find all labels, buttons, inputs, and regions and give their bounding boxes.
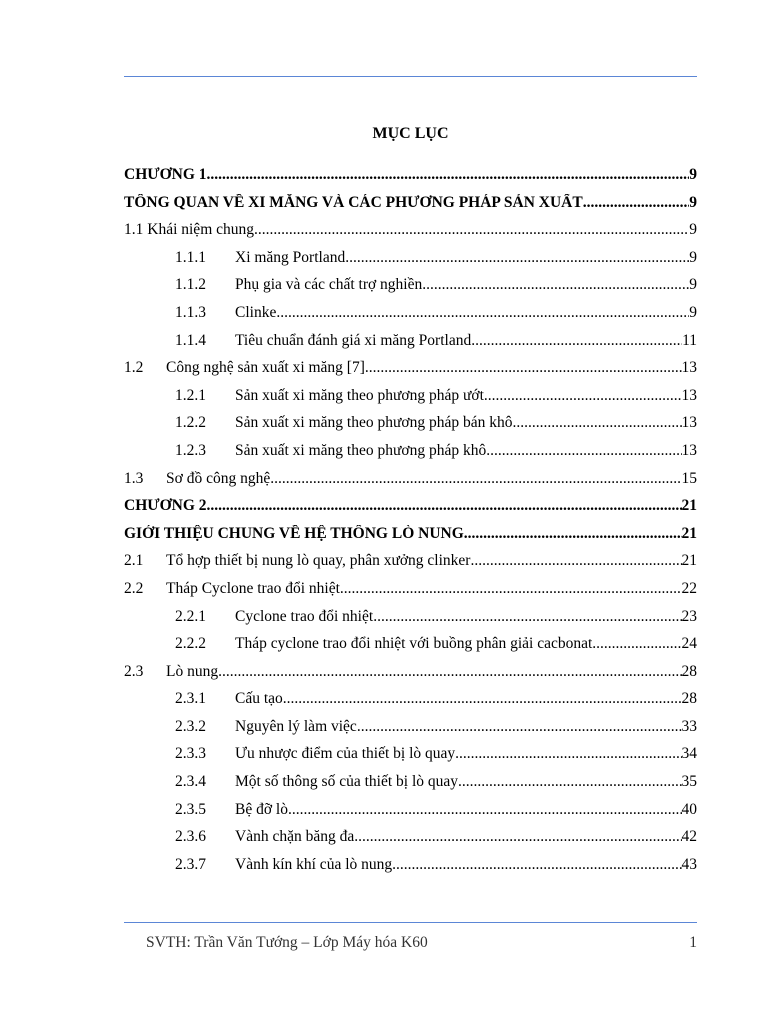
- toc-entry[interactable]: [124, 773, 697, 801]
- footer-page-number: 1: [689, 934, 697, 951]
- toc-entry-label: Tiêu chuẩn đánh giá xi măng Portland: [235, 331, 472, 349]
- toc-entry[interactable]: [124, 663, 697, 691]
- toc-entry-label: CHƯƠNG 2: [124, 497, 207, 515]
- toc-entry-number: 1.2.1: [175, 386, 206, 404]
- toc-entry-page: 15: [681, 469, 697, 487]
- toc-entry-page: 13: [681, 359, 697, 377]
- toc-entry-number: 2.3: [124, 662, 144, 680]
- toc-entry-page: 9: [689, 166, 697, 183]
- toc-entry[interactable]: [124, 194, 697, 222]
- toc-entry-label: Ưu nhược điểm của thiết bị lò quay: [235, 745, 456, 763]
- toc-entry-label: Nguyên lý làm việc: [235, 717, 357, 735]
- toc-entry-leader: [354, 828, 681, 846]
- toc-entry-label: Cyclone trao đổi nhiệt: [235, 607, 374, 625]
- toc-entry[interactable]: [124, 276, 697, 304]
- toc-entry-page: 28: [681, 690, 697, 708]
- toc-entry[interactable]: [124, 442, 697, 470]
- toc-entry-leader: [458, 773, 681, 791]
- toc-entry-number: 2.3.3: [175, 745, 206, 763]
- toc-entry-number: 1.3: [124, 469, 144, 487]
- page-title: MỤC LỤC: [372, 125, 449, 142]
- toc-entry-leader: [422, 276, 689, 294]
- toc-entry-number: 2.3.7: [175, 855, 206, 873]
- toc-entry-leader: [592, 635, 681, 653]
- toc-entry-page: 42: [681, 828, 697, 846]
- toc-entry-label: Vành chặn băng đa: [235, 828, 355, 846]
- toc-entry-leader: [373, 608, 681, 626]
- toc-entry-label: Clinke: [235, 303, 277, 321]
- toc-entry-leader: [365, 359, 682, 377]
- toc-entry-label: Sản xuất xi măng theo phương pháp khô: [235, 441, 487, 459]
- toc-entry-page: 28: [681, 662, 697, 680]
- toc-entry-label: TỔNG QUAN VỀ XI MĂNG VÀ CÁC PHƯƠNG PHÁP SẢN XUẤT: [124, 193, 583, 211]
- toc-entry-number: 2.3.5: [175, 800, 206, 818]
- toc-entry-number: 1.1.2: [175, 276, 206, 294]
- toc-entry-page: 9: [689, 221, 697, 239]
- toc-entry[interactable]: [124, 801, 697, 829]
- toc-entry-label: Tổ hợp thiết bị nung lò quay, phân xưởng clinker: [166, 552, 471, 570]
- toc-entry-label: Phụ gia và các chất trợ nghiền: [235, 276, 423, 294]
- toc-entry-number: 2.2.2: [175, 635, 206, 653]
- toc-entry-leader: [254, 221, 689, 239]
- toc-entry[interactable]: [124, 359, 697, 387]
- toc-entry-page: 33: [681, 717, 697, 735]
- toc-entry-label: CHƯƠNG 1: [124, 166, 207, 183]
- toc-entry-number: 2.1: [124, 552, 144, 570]
- toc-entry-label: Công nghệ sản xuất xi măng [7]: [166, 359, 365, 377]
- toc-entry-number: 2.2: [124, 579, 144, 597]
- toc-entry-page: 13: [681, 386, 697, 404]
- toc-entry-label: GIỚI THIỆU CHUNG VỀ HỆ THỐNG LÒ NUNG: [124, 524, 464, 542]
- toc-entry-leader: [392, 856, 681, 874]
- toc-entry-number: 2.2.1: [175, 607, 206, 625]
- toc-entry-number: 1.2.3: [175, 441, 206, 459]
- toc-entry-leader: [471, 332, 682, 350]
- toc-entry-label: Bệ đỡ lò: [235, 800, 288, 818]
- toc-entry-page: 9: [689, 303, 697, 321]
- toc-entry-leader: [484, 387, 682, 405]
- toc-entry-label: Tháp Cyclone trao đổi nhiệt: [166, 579, 340, 597]
- footer-author: SVTH: Trần Văn Tướng – Lớp Máy hóa K60: [146, 934, 428, 951]
- toc-entry-page: 13: [681, 414, 697, 432]
- toc-entry[interactable]: [124, 745, 697, 773]
- toc-entry-label: Sản xuất xi măng theo phương pháp bán khô: [235, 414, 513, 432]
- toc-entry-leader: [455, 745, 681, 763]
- toc-entry[interactable]: [124, 608, 697, 636]
- toc-entry-page: 21: [681, 552, 697, 570]
- toc-entry[interactable]: [124, 497, 697, 525]
- toc-entry-page: 9: [689, 248, 697, 266]
- toc-entry[interactable]: [124, 525, 697, 553]
- toc-entry[interactable]: [124, 690, 697, 718]
- toc-entry-leader: [276, 304, 689, 322]
- toc-entry-leader: [486, 442, 681, 460]
- toc-entry-label: Vành kín khí của lò nung: [235, 855, 393, 873]
- toc-entry-number: 1.2: [124, 359, 144, 377]
- toc-entry-leader: [340, 580, 682, 598]
- toc-entry-leader: [218, 663, 681, 681]
- footer-rule: [124, 922, 697, 923]
- toc-entry-page: 9: [689, 276, 697, 294]
- toc-entry-number: 2.3.4: [175, 773, 206, 791]
- toc-entry[interactable]: [124, 304, 697, 332]
- toc-entry[interactable]: [124, 332, 697, 360]
- toc-entry-label: 1.1 Khái niệm chung: [124, 221, 255, 239]
- toc-entry-page: 13: [681, 441, 697, 459]
- toc-entry-page: 43: [681, 855, 697, 873]
- toc-entry-label: Cấu tạo: [235, 690, 283, 708]
- toc-entry[interactable]: [124, 580, 697, 608]
- toc-entry-page: 24: [681, 635, 697, 653]
- toc-entry-page: 34: [681, 745, 697, 763]
- toc-entry-number: 1.1.4: [175, 331, 206, 349]
- toc-entry-label: Một số thông số của thiết bị lò quay: [235, 773, 459, 791]
- toc-entry-leader: [512, 414, 681, 432]
- toc-entry-number: 2.3.6: [175, 828, 206, 846]
- table-of-contents: [124, 166, 697, 883]
- toc-entry-leader: [207, 497, 682, 515]
- toc-entry[interactable]: [124, 470, 697, 498]
- toc-entry-leader: [583, 194, 690, 212]
- toc-entry-leader: [345, 249, 689, 267]
- toc-entry-leader: [207, 166, 690, 184]
- toc-entry-page: 22: [681, 579, 697, 597]
- toc-entry-label: Sơ đồ công nghệ: [166, 469, 271, 487]
- toc-entry[interactable]: [124, 856, 697, 884]
- toc-entry-page: 40: [681, 800, 697, 818]
- toc-entry-label: Lò nung: [166, 662, 219, 680]
- toc-entry-page: 23: [681, 607, 697, 625]
- toc-entry[interactable]: [124, 552, 697, 580]
- toc-entry-page: 9: [689, 193, 697, 211]
- toc-entry-number: 1.1.1: [175, 248, 206, 266]
- toc-entry-number: 1.1.3: [175, 303, 206, 321]
- toc-entry[interactable]: [124, 718, 697, 746]
- toc-entry[interactable]: [124, 387, 697, 415]
- toc-entry[interactable]: [124, 221, 697, 249]
- toc-entry-number: 2.3.1: [175, 690, 206, 708]
- toc-entry-leader: [357, 718, 682, 736]
- toc-entry-label: Tháp cyclone trao đổi nhiệt với buồng phân giải cacbonat: [235, 635, 593, 653]
- page-footer: [146, 934, 697, 952]
- header-rule: [124, 76, 697, 77]
- toc-entry-number: 1.2.2: [175, 414, 206, 432]
- toc-entry-page: 11: [682, 331, 697, 349]
- toc-entry-page: 21: [681, 497, 697, 515]
- toc-entry-leader: [464, 525, 682, 543]
- toc-entry-leader: [288, 801, 682, 819]
- toc-entry-number: 2.3.2: [175, 717, 206, 735]
- toc-entry-label: Xi măng Portland: [235, 248, 346, 266]
- toc-entry-page: 21: [681, 524, 697, 542]
- toc-entry[interactable]: [124, 166, 697, 194]
- toc-entry-label: Sản xuất xi măng theo phương pháp ướt: [235, 386, 484, 404]
- toc-entry[interactable]: [124, 828, 697, 856]
- toc-entry[interactable]: [124, 414, 697, 442]
- toc-entry-leader: [270, 470, 681, 488]
- toc-entry-page: 35: [681, 773, 697, 791]
- toc-entry-leader: [283, 690, 682, 708]
- toc-entry[interactable]: [124, 249, 697, 277]
- toc-entry[interactable]: [124, 635, 697, 663]
- toc-entry-leader: [470, 552, 681, 570]
